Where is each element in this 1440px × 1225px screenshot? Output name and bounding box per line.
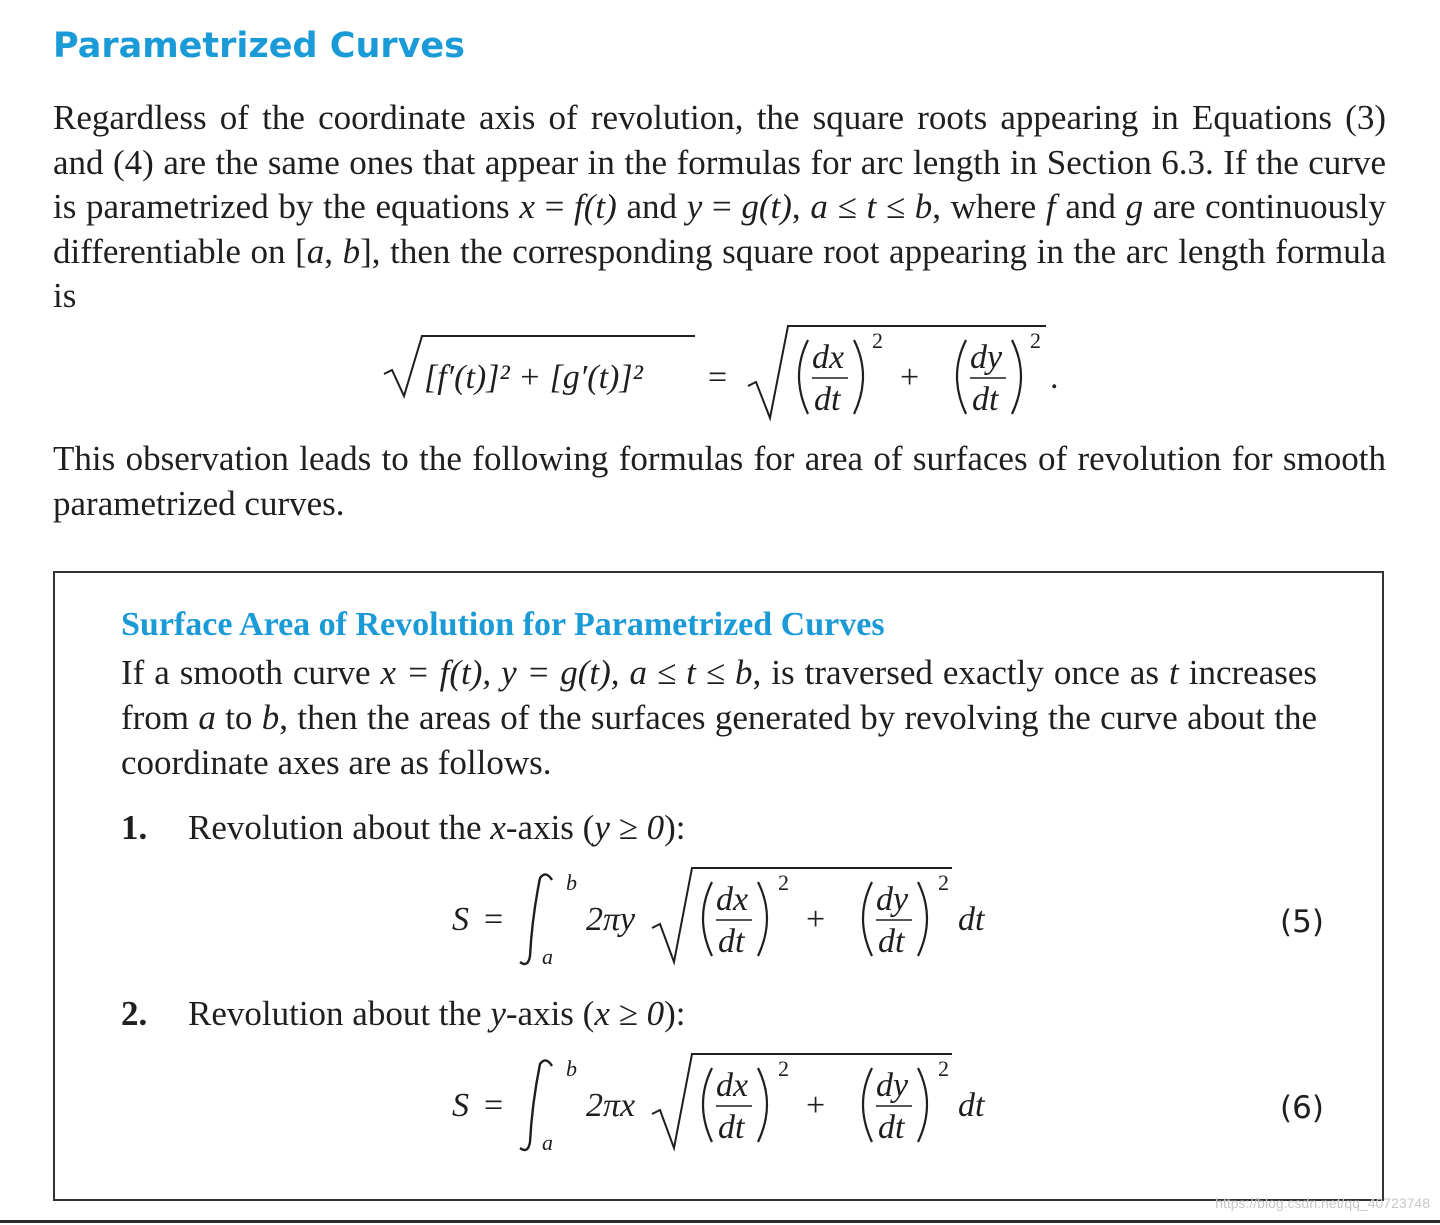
fraction-numerator: dy (876, 881, 909, 918)
equals-sign: = (484, 901, 504, 938)
var-S: S (452, 901, 469, 938)
bottom-rule (0, 1220, 1440, 1223)
where-text: , where (932, 187, 1046, 226)
fraction-denominator: dt (814, 381, 841, 418)
lower-limit: a (542, 944, 553, 969)
left-paren (703, 1068, 712, 1142)
box-text-5: , then the areas of the surfaces generated by revolving the curve about the coordinate axes are as follows. (121, 698, 1317, 782)
list-number-1: 1. (121, 808, 148, 847)
left-paren (957, 340, 966, 414)
box-title: Surface Area of Revolution for Parametrized Curves (121, 606, 885, 643)
item-text: ): (664, 994, 686, 1033)
equation-label-6: (6) (1280, 1090, 1324, 1126)
var-y: y (686, 187, 703, 226)
right-paren (758, 882, 767, 956)
equals-sign: = (484, 1087, 504, 1124)
intro-paragraph (53, 96, 1386, 319)
comma: , (324, 231, 343, 271)
box-text-2: , is traversed exactly once as (752, 653, 1170, 692)
factor: 2πy (586, 901, 636, 938)
var-b: b (261, 698, 280, 737)
var-a: a (306, 231, 325, 271)
intro-text-1: Regardless of the coordinate axis of revolution, the square roots appearing in Equations (3) and (4) are the same ones that appear in the formulas for arc length in Section 6.3. If the curve is parametrized by the equations (53, 98, 1386, 226)
box-paragraph (121, 650, 1317, 785)
fraction-numerator: dx (812, 339, 845, 376)
t-range: a ≤ t ≤ b (810, 187, 933, 226)
right-paren (1012, 340, 1021, 414)
left-paren (799, 340, 808, 414)
equals-sign: = (534, 187, 575, 226)
list-item-1 (188, 808, 685, 848)
item-condition: y ≥ 0 (594, 808, 665, 847)
equation-5 (440, 858, 1020, 978)
exponent: 2 (778, 1056, 789, 1081)
and-text: and (616, 187, 687, 226)
curve-condition: x = f(t), y = g(t), a ≤ t ≤ b (380, 653, 753, 692)
right-paren (758, 1068, 767, 1142)
differential: dt (958, 901, 985, 938)
fraction-numerator: dx (716, 1067, 749, 1104)
var-a: a (198, 698, 216, 737)
g-of-t: g(t) (741, 187, 792, 226)
var-x: x (519, 187, 535, 226)
exponent: 2 (778, 870, 789, 895)
plus-sign: + (806, 1087, 826, 1124)
box-text-1: If a smooth curve (121, 653, 381, 692)
f-of-t: f(t) (574, 187, 617, 226)
left-paren (863, 882, 872, 956)
right-paren (918, 882, 927, 956)
left-paren (703, 882, 712, 956)
plus-sign: + (900, 359, 920, 396)
exponent: 2 (872, 328, 883, 353)
and-text: and (1055, 187, 1126, 226)
item-condition: x ≥ 0 (594, 994, 665, 1033)
factor: 2πx (586, 1087, 636, 1124)
fraction-denominator: dt (878, 923, 905, 960)
differential: dt (958, 1087, 985, 1124)
equals-sign: = (702, 187, 742, 226)
section-title: Parametrized Curves (53, 26, 466, 66)
item-text: ): (664, 808, 686, 847)
fraction-denominator: dt (972, 381, 999, 418)
right-paren (854, 340, 863, 414)
box-text-3: increases from (121, 653, 1317, 737)
exponent: 2 (938, 870, 949, 895)
fraction-denominator: dt (718, 1109, 745, 1146)
fraction-numerator: dy (970, 339, 1003, 376)
equation-label-5: (5) (1280, 904, 1324, 940)
fraction-numerator: dx (716, 881, 749, 918)
fraction-denominator: dt (718, 923, 745, 960)
left-paren (863, 1068, 872, 1142)
var-b: b (342, 231, 361, 271)
fraction-denominator: dt (878, 1109, 905, 1146)
box-text-4: to (215, 698, 262, 737)
lower-limit: a (542, 1130, 553, 1155)
item-text: Revolution about the (188, 994, 491, 1033)
upper-limit: b (566, 1056, 577, 1081)
item-text: -axis ( (505, 994, 595, 1033)
intro-text-2: are continuously differentiable on [ (53, 187, 1386, 271)
axis-var: y (490, 994, 506, 1033)
equation-6 (440, 1044, 1020, 1164)
watermark: https://blog.csdn.net/qq_40723748 (1215, 1195, 1430, 1211)
equals-sign: = (708, 359, 728, 396)
plus-sign: + (806, 901, 826, 938)
var-f: f (1045, 187, 1056, 226)
list-item-2 (188, 994, 685, 1034)
period: . (1050, 359, 1059, 396)
item-text: Revolution about the (188, 808, 491, 847)
comma: , (791, 187, 811, 226)
upper-limit: b (566, 870, 577, 895)
observation-paragraph: This observation leads to the following formulas for area of surfaces of revolution for smooth parametrized curves. (53, 439, 1386, 523)
axis-var: x (490, 808, 506, 847)
exponent: 2 (938, 1056, 949, 1081)
arc-lhs: [f′(t)]² + [g′(t)]² (424, 359, 643, 396)
item-text: -axis ( (505, 808, 595, 847)
var-S: S (452, 1087, 469, 1124)
var-g: g (1125, 187, 1144, 226)
var-t: t (1169, 653, 1179, 692)
right-paren (918, 1068, 927, 1142)
arc-length-formula (370, 318, 1070, 428)
list-number-2: 2. (121, 994, 148, 1033)
intro-text-3: ], then the corresponding square root appearing in the arc length formula is (53, 231, 1387, 315)
fraction-numerator: dy (876, 1067, 909, 1104)
exponent: 2 (1030, 328, 1041, 353)
